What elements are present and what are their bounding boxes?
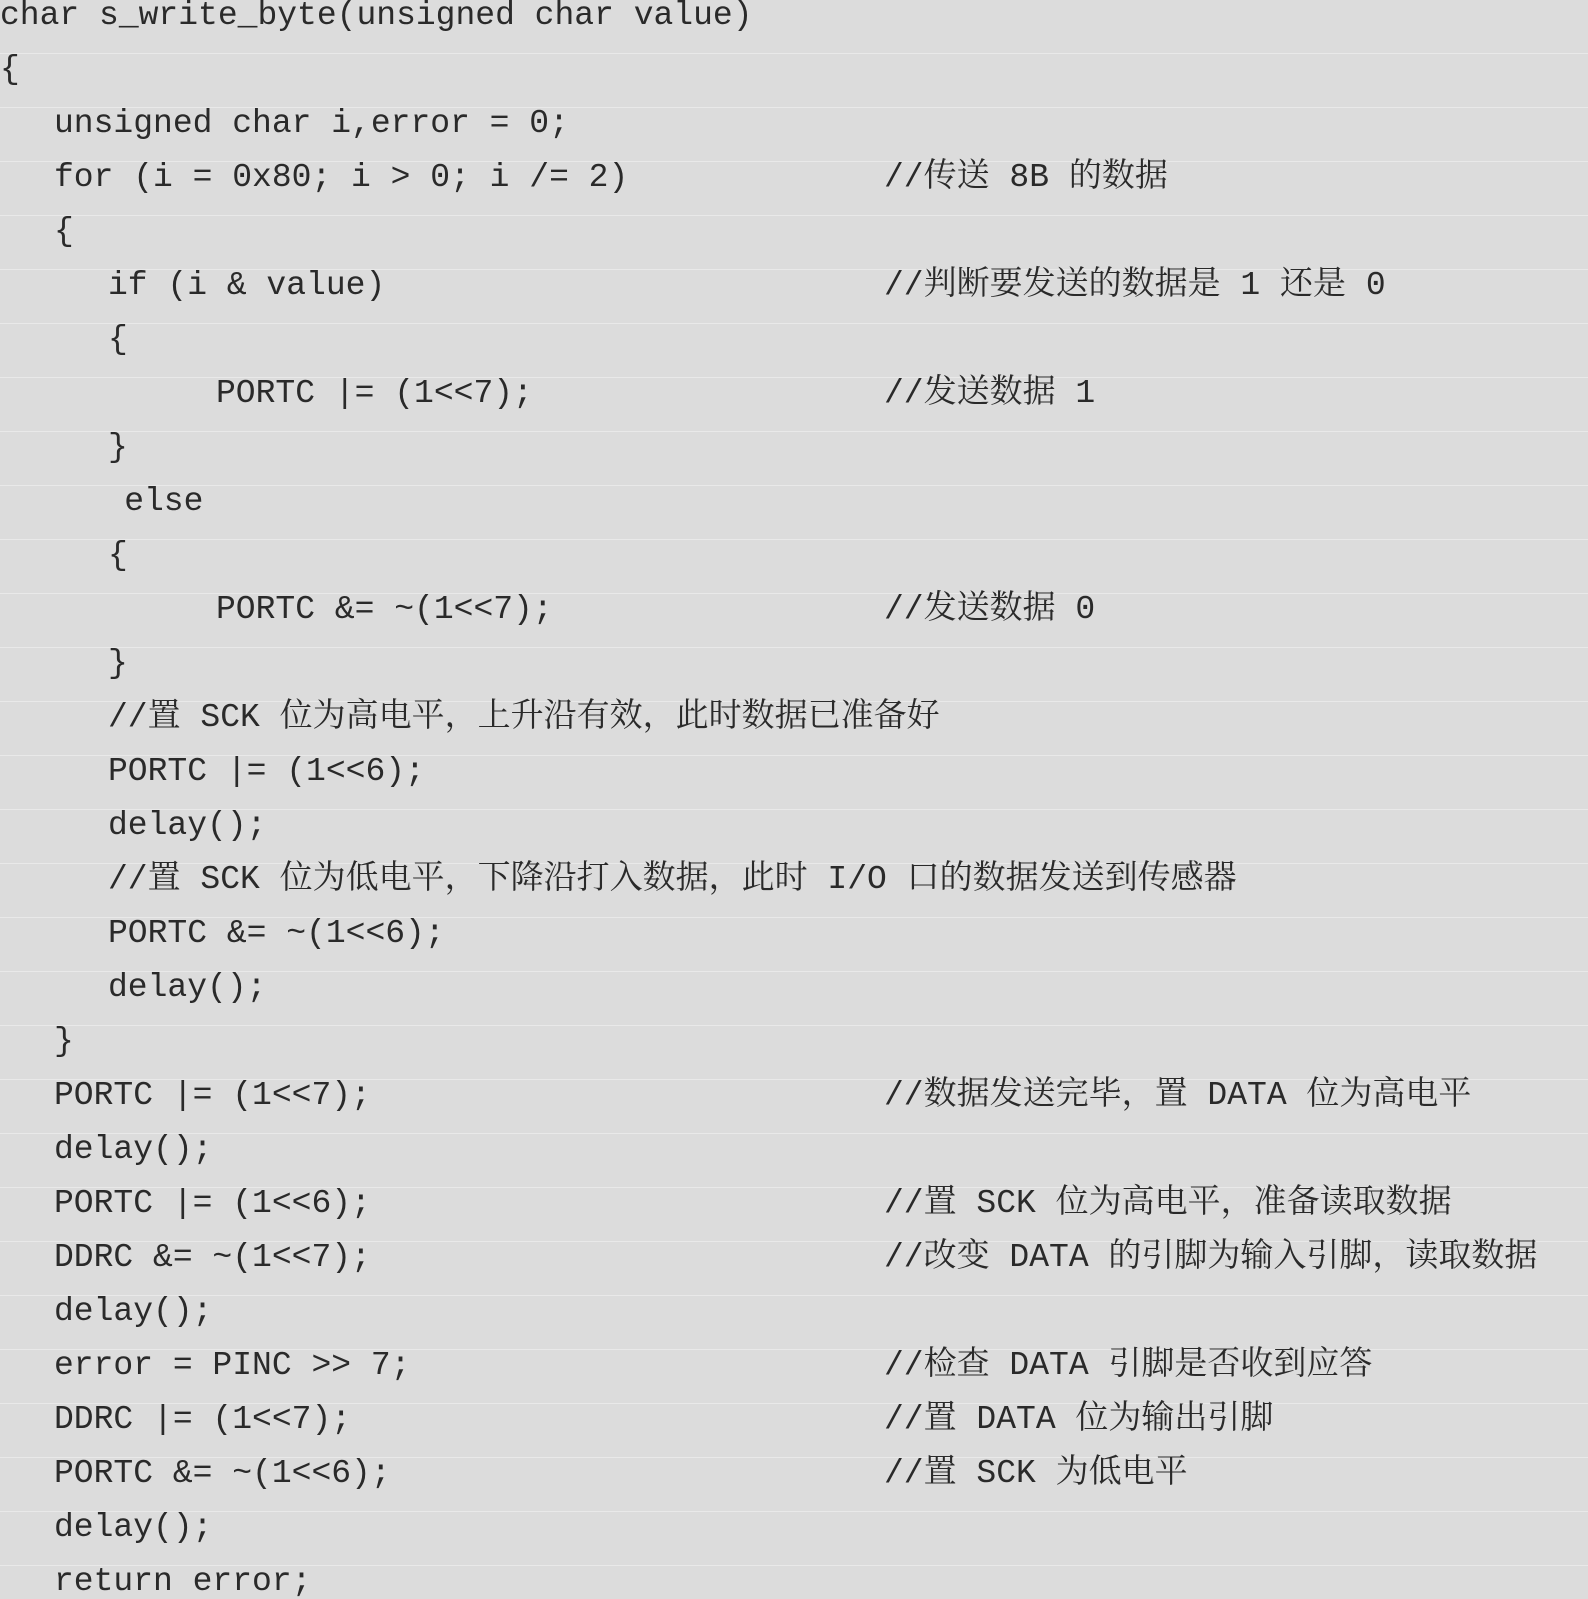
code-text: return error;: [54, 1563, 312, 1599]
code-line: [0, 213, 1588, 270]
code-line: [0, 375, 1588, 432]
code-text: error = PINC >> 7;: [54, 1347, 411, 1384]
code-text: delay();: [54, 1293, 213, 1330]
code-text: DDRC |= (1<<7);: [54, 1401, 352, 1438]
code-line: [0, 591, 1588, 648]
code-comment: //发送数据 1: [884, 375, 1096, 412]
code-text: PORTC &= ~(1<<7);: [216, 591, 553, 628]
code-text: PORTC |= (1<<6);: [54, 1185, 371, 1222]
code-line: [0, 1077, 1588, 1134]
code-text: delay();: [54, 1131, 213, 1168]
code-line: [0, 0, 1588, 54]
code-text: {: [0, 51, 20, 88]
code-text: PORTC &= ~(1<<6);: [108, 915, 445, 952]
code-text: if (i & value): [108, 267, 386, 304]
code-comment: //置 SCK 为低电平: [884, 1455, 1188, 1492]
code-line: [0, 1455, 1588, 1512]
code-line: [0, 753, 1588, 810]
code-comment: //数据发送完毕，置 DATA 位为高电平: [884, 1077, 1472, 1114]
code-line: [0, 1563, 1588, 1599]
code-line: [0, 483, 1588, 540]
code-text: else: [124, 483, 204, 520]
code-line: [0, 1023, 1588, 1080]
code-comment: //置 DATA 位为输出引脚: [884, 1401, 1274, 1438]
code-line: [0, 321, 1588, 378]
code-text: PORTC |= (1<<7);: [216, 375, 533, 412]
code-line: [0, 1185, 1588, 1242]
code-text: char s_write_byte(unsigned char value): [0, 0, 753, 34]
code-comment: //改变 DATA 的引脚为输入引脚，读取数据: [884, 1239, 1538, 1276]
code-line: [0, 1239, 1588, 1296]
code-text: delay();: [108, 807, 267, 844]
code-line: [0, 969, 1588, 1026]
code-comment: //检查 DATA 引脚是否收到应答: [884, 1347, 1373, 1384]
code-comment: //传送 8B 的数据: [884, 159, 1168, 196]
code-line: [0, 699, 1588, 756]
code-line: [0, 1509, 1588, 1566]
code-text: {: [108, 537, 128, 574]
code-line: [0, 915, 1588, 972]
code-text: delay();: [108, 969, 267, 1006]
code-line: [0, 861, 1588, 918]
code-comment: //判断要发送的数据是 1 还是 0: [884, 267, 1386, 304]
code-line: [0, 645, 1588, 702]
code-comment: //发送数据 0: [884, 591, 1096, 628]
code-text: //置 SCK 位为低电平，下降沿打入数据，此时 I/O 口的数据发送到传感器: [108, 861, 1237, 898]
code-line: [0, 537, 1588, 594]
code-line: [0, 429, 1588, 486]
code-text: {: [108, 321, 128, 358]
code-line: [0, 105, 1588, 162]
code-text: PORTC |= (1<<6);: [108, 753, 425, 790]
code-line: [0, 807, 1588, 864]
code-line: [0, 159, 1588, 216]
code-text: DDRC &= ~(1<<7);: [54, 1239, 371, 1276]
code-text: unsigned char i,error = 0;: [54, 105, 569, 142]
code-text: for (i = 0x80; i > 0; i /= 2): [54, 159, 629, 196]
code-comment: //置 SCK 位为高电平，准备读取数据: [884, 1185, 1452, 1222]
code-text: {: [54, 213, 74, 250]
code-text: }: [54, 1023, 74, 1060]
code-line: [0, 1293, 1588, 1350]
code-line: [0, 1401, 1588, 1458]
code-text: }: [108, 429, 128, 466]
code-line: [0, 1131, 1588, 1188]
code-text: }: [108, 645, 128, 682]
code-line: [0, 267, 1588, 324]
code-text: PORTC |= (1<<7);: [54, 1077, 371, 1114]
code-text: delay();: [54, 1509, 213, 1546]
code-line: [0, 51, 1588, 108]
code-text: //置 SCK 位为高电平，上升沿有效，此时数据已准备好: [108, 699, 940, 736]
code-line: [0, 1347, 1588, 1404]
code-text: PORTC &= ~(1<<6);: [54, 1455, 391, 1492]
